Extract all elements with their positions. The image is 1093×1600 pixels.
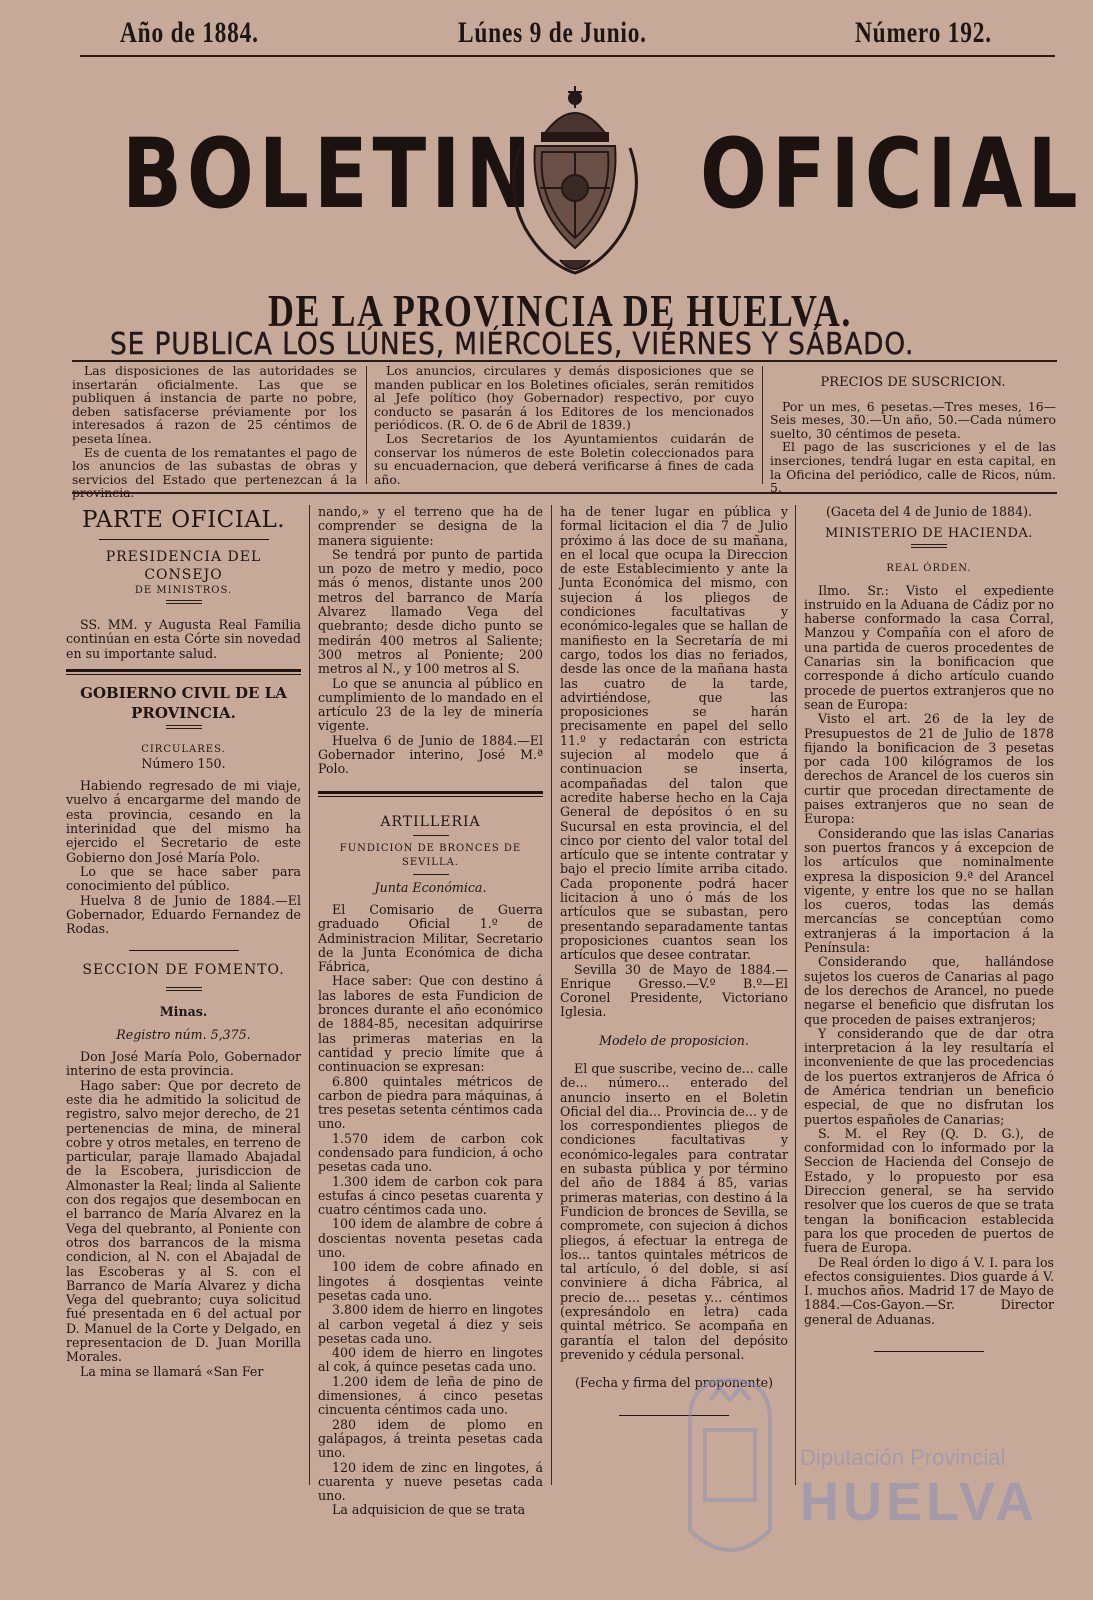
presidencia-heading: PRESIDENCIA DEL CONSEJO — [105, 549, 262, 583]
info-divider-2 — [762, 366, 763, 484]
col2-p11: 100 idem de cobre afinado en lingotes á dosqientas veinte pesetas cada uno. — [318, 1259, 543, 1303]
info-left-p1: Las disposiciones de las autoridades se insertarán oficialmente. Las que se publiquen á instancia de parte no pobre, deben satisfacerse préviamente por los interesados á razon de 25 céntimos de peseta línea. — [72, 363, 357, 446]
rule — [99, 539, 269, 540]
minas-heading: Minas. — [159, 1004, 208, 1020]
info-center — [374, 364, 754, 486]
info-divider-1 — [366, 366, 367, 484]
dateline — [0, 16, 1093, 56]
column-2 — [318, 504, 543, 1518]
col-divider-2 — [551, 505, 552, 1485]
col3-p1: ha de tener lugar en pública y formal licitacion el dia 7 de Julio próximo á las doce de su mañana, en el local que ocupa la Direccion de este Establecimiento y ante la Junta Económica del mismo, con sujecion á los pliegos de condiciones facultativas y económico-legales que se hallan de manifiesto en la Secretaría de mi cargo, todos los dias no feriados, desde las once de la mañana hasta las cuatro de la tarde, advirtiéndose, que las proposiciones se harán precisamente en papel del sello 11.º y redactarán con estricta sujecion al modelo que á continuacion se inserta, acompañadas del talon que acredite haberse hecho en la Caja General de depósitos ó en su Sucursal en esta provincia, el del cinco por ciento del valor total del artículo que se intente contratar y bajo el precio límite arriba citado. Cada proponente podrá hacer licitacion á uno ó más de los artículos que se subastan, pero presentando separadamente tantas proposiciones cuantos sean los artículos que desee contratar. — [560, 504, 788, 963]
col2-p3: Lo que se anuncia al público en cumplimiento de lo mandado en el artículo 23 de la ley de minería vigente. — [318, 675, 543, 734]
info-left — [72, 364, 357, 500]
fundicion-heading: FUNDICION DE BRONCES DE SEVILLA. — [339, 842, 522, 868]
column-4 — [804, 505, 1054, 1465]
subtitle: DE LA PROVINCIA DE HUELVA. — [268, 285, 852, 336]
col2-p2: Se tendrá por punto de partida un pozo de metro y medio, poco más ó menos, distante unos 200 metros del barranco de María Alvarez llamado Vega del quebranto; desde dicho punto se medirán 400 metros al Saliente; 300 metros al Poniente; 200 metros al N., y 100 metros al S. — [318, 546, 543, 677]
modelo-heading: Modelo de proposicion. — [599, 1032, 749, 1048]
section-rule — [66, 669, 301, 675]
col1-p2: Lo que se hace saber para conocimiento del público. — [66, 863, 301, 894]
diputacion-watermark-logo — [650, 1360, 1080, 1580]
col2-p16: 120 idem de zinc en lingotes, á cuarenta y nueve pesetas cada uno. — [318, 1459, 543, 1504]
ministerio-heading: MINISTERIO DE HACIENDA. — [825, 526, 1033, 542]
subscription-title: PRECIOS DE SUSCRICION. — [820, 375, 1006, 390]
col1-p3: Huelva 8 de Junio de 1884.—El Gobernador, Eduardo Fernandez de Rodas. — [66, 892, 301, 937]
col4-p5: Y considerando que de dar otra interpretacion á la ley resultaría el inconveniente de que las procedencias de los puertos extranjeros de Africa ó de América tendrian un beneficio especial, de que no disfrutan los puertos españoles de Canarias; — [804, 1025, 1054, 1127]
col2-p13: 400 idem de hierro en lingotes al cok, á quince pesetas cada uno. — [318, 1345, 543, 1375]
col2-p8: 1.570 idem de carbon cok condensado para fundicion, á ocho pesetas cada uno. — [318, 1130, 543, 1175]
col2-p9: 1.300 idem de carbon cok para estufas á cinco pesetas cuarenta y cuatro céntimos cada uno. — [318, 1173, 543, 1218]
col4-p2: Visto el art. 26 de la ley de Presupuestos de 21 de Julio de 1878 fijando la bonificacion de 3 pesetas por cada 100 kilógramos de los derechos de Arancel de los cueros sin curtir que procedan directamente de paises extranjeros que no sean de Europa: — [804, 711, 1054, 827]
fomento-heading: SECCION DE FOMENTO. — [82, 962, 285, 979]
col1-p1: Habiendo regresado de mi viaje, vuelvo á encargarme del mando de esta provincia, cesando en la interinidad que del mismo ha ejercido el Secretario de este Gobierno don José María Polo. — [66, 778, 301, 865]
title-right: OFICIAL — [700, 118, 1083, 230]
col1-p5: Hago saber: Que por decreto de este dia he admitido la solicitud de registro, salvo mejor derecho, de 21 pertenencias de mina, de mineral cobre y otros metales, en terreno de particular, paraje llamado Abajadal de la Escobera, jurisdiccion de Almonaster la Real; linda al Saliente con dos regajos que desembocan en el barranco de María Alvarez en la Vega del quebranto, al Poniente con otros dos barrancos de la misma condicion, al N. con el Abajadal de las Escoberas y al S. con el Barranco de María Alvarez y dicha Vega del quebranto; cuya solicitud fué presentada en 6 del actual por D. Manuel de la Corte y Delgado, en representacion de D. Juan Morilla Morales. — [66, 1077, 301, 1365]
col4-p6: S. M. el Rey (Q. D. G.), de conformidad con lo informado por la Seccion de Hacienda del Consejo de Estado, y lo propuesto por esa Direccion general, se ha servido resolver que los cueros de que se trata tengan la bonificacion establecida para los que proceden de puertos de fuera de Europa. — [804, 1125, 1054, 1256]
info-center-p1: Los anuncios, circulares y demás disposiciones que se manden publicar en los Boletines oficiales, serán remitidos al Jefe político (hoy Gobernador) respectivo, por cuyo conducto se pasarán á los Editores de los mencionados periódicos. (R. O. de 6 de Abril de 1839.) — [374, 363, 754, 433]
col4-p4: Considerando que, hallándose sujetos los cueros de Canarias al pago de los derechos de Arancel, no puede negarse el beneficio que disfrutan los que proceden de paises extranjeros; — [804, 954, 1054, 1027]
coat-of-arms-icon — [500, 78, 650, 278]
info-center-p2: Los Secretarios de los Ayuntamientos cuidarán de conservar los números de este Boletin coleccionados para su encuadernacion, que deberá verificarse á fines de cada año. — [374, 430, 754, 487]
rule — [874, 1351, 984, 1352]
registro-heading: Registro núm. 5,375. — [116, 1026, 251, 1042]
gaceta-line: (Gaceta del 4 de Junio de 1884). — [825, 504, 1032, 519]
ornament-rule — [166, 725, 202, 729]
real-orden-heading: REAL ÓRDEN. — [886, 562, 972, 574]
section-rule — [318, 791, 543, 797]
col2-p4: Huelva 6 de Junio de 1884.—El Gobernador interino, José M.ª Polo. — [318, 732, 543, 777]
ministros-subheading: DE MINISTROS. — [134, 585, 233, 596]
col4-p7: De Real órden lo digo á V. I. para los efectos consiguientes. Dios guarde á V. I. muchos años. Madrid 17 de Mayo de 1884.—Cos-Gayon.—Sr. Director general de Aduanas. — [804, 1254, 1054, 1327]
col2-p12: 3.800 idem de hierro en lingotes al carbon vegetal á diez y seis pesetas cada uno. — [318, 1302, 543, 1346]
artilleria-heading: ARTILLERIA — [380, 813, 481, 830]
col2-p1: nando,» y el terreno que ha de comprender se designa de la manera siguiente: — [318, 504, 543, 548]
parte-oficial-heading: PARTE OFICIAL. — [81, 507, 286, 533]
col3-p3: El que suscribe, vecino de... calle de... número... enterado del anuncio inserto en el Boletin Oficial del dia... Provincia de... y de los correspondientes pliegos de condiciones facultativas y económico-legales para contratar en subasta pública y por término del año de 1884 á 85, varias primeras materias, con destino á la Fundicion de bronces de Sevilla, se compromete, con sujecion á dichos pliegos, á efectuar la entrega de los... tantos quintales métricos de tal artículo, ó del doble, si así conviniere á dicha Fábrica, al precio de.... pesetas y... céntimos (expresándolo en letra) cada quintal métrico. Se acompaña en garantía el talon del depósito prevenido y cédula personal. — [560, 1060, 788, 1362]
col1-p4: Don José María Polo, Gobernador interino de esta provincia. — [66, 1049, 301, 1079]
numero-150: Número 150. — [141, 755, 226, 771]
col-divider-3 — [795, 505, 796, 1485]
date: Lúnes 9 de Junio. — [458, 16, 647, 49]
title-left: BOLETIN — [122, 118, 537, 230]
watermark-line1: Diputación Provincial — [800, 1445, 1006, 1470]
circulares-subheading: CIRCULARES. — [141, 743, 226, 755]
short-rule — [413, 874, 449, 875]
header-rule-bottom — [72, 492, 1057, 494]
col1-p6: La mina se llamará «San Fer — [80, 1363, 264, 1379]
year: Año de 1884. — [120, 16, 259, 49]
col2-p7: 6.800 quintales métricos de carbon de piedra para máquinas, á tres pesetas setenta céntimos cada uno. — [318, 1073, 543, 1132]
info-right-p1: Por un mes, 6 pesetas.—Tres meses, 16—Seis meses, 30.—Un año, 50.—Cada número suelto, 30 céntimos de peseta. — [770, 398, 1056, 441]
col2-p17: La adquisicion de que se trata — [332, 1502, 526, 1518]
col2-p14: 1.200 idem de leña de pino de dimensiones, á cinco pesetas cincuenta céntimos cada uno. — [318, 1373, 543, 1418]
info-right — [770, 376, 1056, 495]
col2-p5: El Comisario de Guerra graduado Oficial 1.º de Administracion Militar, Secretario de la Junta Económica de dicha Fábrica, — [318, 901, 543, 975]
col4-p3: Considerando que las islas Canarias son puertos francos y á excepcion de los artículos que nominalmente expresa la disposicion 9.ª del Arancel vigente, y entre los que no se hallan los cueros, todas las demás mercancías se conceptúan como extranjeras á la importacion á la Península: — [804, 825, 1054, 956]
ornament-rule — [166, 987, 202, 991]
column-3 — [560, 505, 788, 1465]
publication-days: SE PUBLICA LOS LÚNES, MIÉRCOLES, VIÉRNES Y SÁBADO. — [110, 327, 915, 362]
col3-p2: Sevilla 30 de Mayo de 1884.—Enrique Gresso.—V.º B.º—El Coronel Presidente, Victoriano Iglesia. — [560, 961, 788, 1020]
top-rule — [80, 55, 1055, 57]
short-rule — [413, 835, 449, 836]
column-1 — [66, 505, 301, 1505]
firma-line: (Fecha y firma del proponente) — [574, 1375, 774, 1391]
issue-number: Número 192. — [855, 16, 992, 49]
col2-p6: Hace saber: Que con destino á las labores de esta Fundicion de bronces durante el año económico de 1884-85, necesitan adquirirse las primeras materias en la cantidad y precio límite que á continuacion se expresan: — [318, 973, 543, 1075]
col-divider-1 — [309, 505, 310, 1485]
ssmm-paragraph: SS. MM. y Augusta Real Familia continúan en esta Córte sin novedad en su importante salud. — [66, 617, 301, 661]
gobierno-heading: GOBIERNO CIVIL DE LA PROVINCIA. — [80, 683, 287, 722]
watermark-line2: HUELVA — [800, 1472, 1038, 1532]
ornament-rule — [166, 600, 202, 604]
junta-heading: Junta Económica. — [374, 879, 487, 895]
col2-p15: 280 idem de plomo en galápagos, á treinta pesetas cada uno. — [318, 1416, 543, 1461]
info-left-p2: Es de cuenta de los rematantes el pago de los anuncios de las subastas de obras y servicios del Estado que pertenezcan á la provincia. — [72, 444, 357, 501]
ornament-rule — [911, 544, 947, 548]
col2-p10: 100 idem de alambre de cobre á doscientas noventa pesetas cada uno. — [318, 1216, 543, 1261]
rule — [129, 950, 239, 951]
header-rule-top — [72, 360, 1057, 362]
col4-p1: Ilmo. Sr.: Visto el expediente instruido en la Aduana de Cádiz por no haberse conformado la casa Corral, Manzou y Compañía con el aforo de una partida de cueros procedentes de Canarias sin la bonificacion que corresponde á dicho artículo cuando procede de puertos extranjeros que no sean de Europa: — [804, 582, 1054, 712]
info-right-p2: El pago de las suscriciones y el de las inserciones, tendrá lugar en esta capital, en la Oficina del periódico, calle de Ricos, núm. 5. — [770, 439, 1056, 496]
